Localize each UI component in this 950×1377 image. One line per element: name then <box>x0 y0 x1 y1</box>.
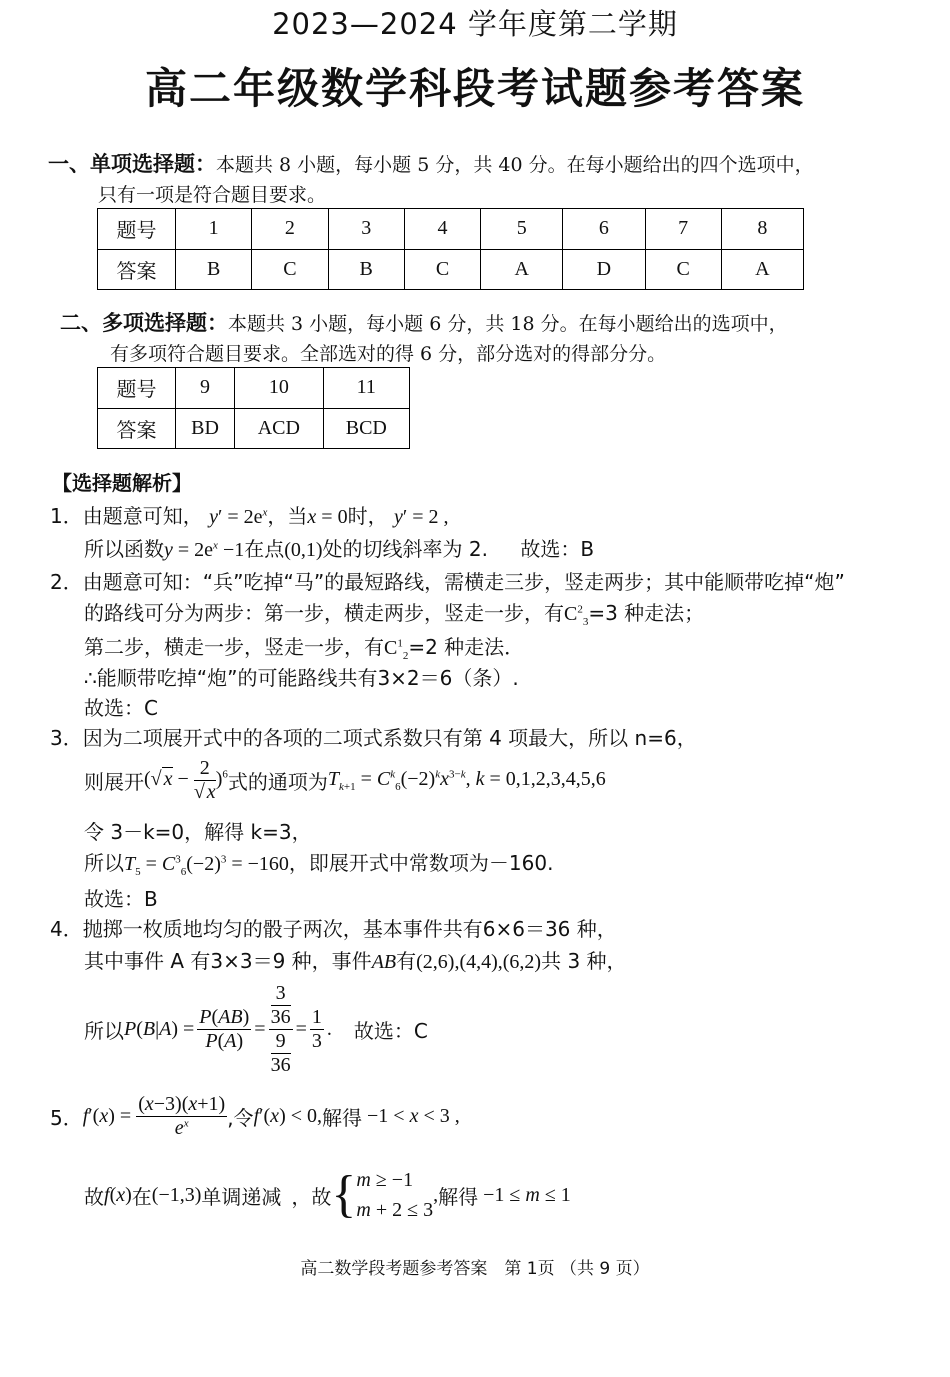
q5-text: 单调递减 <box>201 1184 282 1209</box>
q3-formula-general-term: $T_{k+1} = C^k_6(-2)^kx^{3-k}$, k = 0,1,2,3,4,5,6 <box>327 767 606 793</box>
q3-text: ，即展开式中常数项为－160. <box>288 851 554 875</box>
q5-text: 解得 <box>438 1184 479 1209</box>
q2-line5: 故选：C <box>84 696 158 720</box>
q5-text: ,令 <box>227 1105 254 1130</box>
q5-formula-derivative: f ′( x ) = $\frac{(x-3)(x+1)}{e^x}$ <box>82 1092 226 1139</box>
q3-formula-t5: $T_5 = C^3_6(-2)^3 = -160$ <box>124 853 289 878</box>
q4-formula-probability: P ( B | A ) = $\frac{P(AB)}{P(A)}$ = $\frac{\frac{3}{36}}{\frac{9}{36}}$ = $\frac{1}{3}$ . <box>124 981 332 1076</box>
section1-q-cell: 3 <box>328 209 404 250</box>
section1-a-cell: A <box>481 249 563 290</box>
q5-formula-condition: f′(x) < 0, <box>253 1104 323 1127</box>
q1-text: ，当 <box>267 504 308 528</box>
q2-text: 的路线可分为两步：第一步，横走两步，竖走一步，有 <box>84 601 564 625</box>
q5-text: 故 <box>84 1184 104 1209</box>
section2-heading: 二、多项选择题： <box>60 311 228 335</box>
q2-text: =2 种走法． <box>408 635 525 659</box>
section1-q-cell: 5 <box>481 209 563 250</box>
q4-number: 4． <box>50 917 83 941</box>
q3-text: 因为二项展开式中的各项的二项式系数只有第 4 项最大，所以 n=6， <box>82 726 697 750</box>
q3-text: 式的通项为 <box>227 769 328 794</box>
q2-text: 由题意可知：“兵”吃掉“马”的最短路线，需横走三步，竖走两步；其中能顺带吃掉“炮” <box>82 570 845 594</box>
q3-text: 则展开 <box>84 769 144 794</box>
section1-q-cell: 1 <box>176 209 252 250</box>
q3-line4 <box>84 847 553 878</box>
q4-text: 抛掷一枚质地均匀的骰子两次，基本事件共有6×6＝36 种， <box>82 917 617 941</box>
exam-title-line1: 2023—2024 学年度第二学期 <box>272 7 678 41</box>
q4-line3 <box>84 980 428 1078</box>
q5-formula-result: −1 ≤ m ≤ 1 <box>478 1183 571 1206</box>
section1-q-label: 题号 <box>98 209 176 250</box>
q1-answer: 故选：B <box>520 537 595 561</box>
section1-q-cell: 6 <box>563 209 645 250</box>
section2-desc-line2: 有多项符合题目要求。全部选对的得 6 分，部分选对的得部分分。 <box>110 343 667 365</box>
q4-answer: 故选：C <box>353 1018 428 1043</box>
section2-a-label: 答案 <box>98 408 176 449</box>
q5-line2 <box>84 1164 571 1226</box>
section1-a-cell: B <box>328 249 404 290</box>
q1-text: 所以函数 <box>84 537 164 561</box>
section2-a-cell: BCD <box>323 408 409 449</box>
q1-line2 <box>84 533 594 562</box>
q4-formula-pairs: (2,6),(4,4),(6,2) <box>416 951 542 973</box>
q1-text: 时， <box>347 504 388 528</box>
q5-formula-range: (−1,3) <box>151 1183 202 1206</box>
section1-q-cell: 8 <box>721 209 803 250</box>
q1-number: 1． <box>50 504 83 528</box>
q3-line1 <box>50 722 697 751</box>
section1-a-cell: A <box>721 249 803 290</box>
q4-text: 有 <box>396 949 417 973</box>
section1-a-cell: C <box>404 249 480 290</box>
q5-text: 在 <box>131 1184 152 1209</box>
q4-formula-ab: AB <box>371 951 397 973</box>
q1-formula-slope: y′ = 2 , <box>393 506 449 528</box>
q2-line2 <box>84 597 704 628</box>
section1-q-cell: 4 <box>404 209 480 250</box>
q2-text: 第二步，横走一步，竖走一步，有 <box>84 635 384 659</box>
exam-title-line2: 高二年级数学科段考试题参考答案 <box>144 64 805 113</box>
q3-line5: 故选：B <box>84 887 158 911</box>
q3-text: 所以 <box>84 851 124 875</box>
q1-text: 在点 <box>244 537 285 561</box>
section1-q-cell: 2 <box>252 209 328 250</box>
q1-text: 处的切线斜率为 2. <box>322 537 488 561</box>
page-footer: 高二数学段考题参考答案 第 1页 （共 9 页） <box>300 1259 650 1279</box>
section1-a-cell: D <box>563 249 645 290</box>
q5-formula-f: f(x) <box>104 1183 132 1206</box>
section1-desc-line1: 本题共 8 小题，每小题 5 分，共 40 分。在每小题给出的四个选项中， <box>216 154 814 176</box>
q5-formula-system: { m ≥ −1 m + 2 ≤ 3 , <box>331 1166 439 1223</box>
section2-answer-row <box>98 408 410 449</box>
section1-heading: 一、单项选择题： <box>48 152 216 176</box>
section1-question-row <box>98 209 804 250</box>
section1-answer-row <box>98 249 804 290</box>
section2-heading-line <box>60 307 788 337</box>
section1-a-cell: B <box>176 249 252 290</box>
section1-a-label: 答案 <box>98 249 176 290</box>
q5-text: 解得 <box>322 1105 363 1130</box>
q1-formula-point: (0,1) <box>284 539 323 561</box>
section1-a-cell: C <box>645 249 721 290</box>
q4-text: 其中事件 A 有3×3＝9 种，事件 <box>84 949 372 973</box>
q1-formula-function: $y = 2e^x -1$ <box>164 539 245 561</box>
section2-q-cell: 11 <box>323 368 409 409</box>
section2-q-cell: 9 <box>176 368 235 409</box>
section2-q-cell: 10 <box>235 368 324 409</box>
q2-formula-c21: $C^1_2$ <box>384 637 409 662</box>
q2-text: =3 种走法； <box>588 601 705 625</box>
q2-formula-c32: $C^2_3$ <box>564 603 589 628</box>
section2-question-row <box>98 368 410 409</box>
q5-formula-interval: −1 < x < 3 , <box>362 1104 460 1127</box>
q4-text: 共 3 种， <box>541 949 627 973</box>
q3-number: 3． <box>50 726 83 750</box>
section2-a-cell: ACD <box>235 408 324 449</box>
section2-answer-table <box>97 367 410 449</box>
q5-line1 <box>50 1088 460 1144</box>
q4-text: 所以 <box>84 1018 124 1043</box>
section2-a-cell: BD <box>176 408 235 449</box>
section1-desc-line2: 只有一项是符合题目要求。 <box>98 184 327 206</box>
section2-q-label: 题号 <box>98 368 176 409</box>
analysis-heading: 【选择题解析】 <box>52 471 192 495</box>
section1-heading-line <box>48 148 814 178</box>
q3-line3: 令 3－k=0，解得 k=3， <box>84 820 312 844</box>
q2-line4: ∴能顺带吃掉“炮”的可能路线共有3×2＝6（条）. <box>84 666 519 690</box>
q1-formula-derivative: $y' = 2e^x$ <box>209 506 268 528</box>
q3-formula-binomial: (√ x − $\frac{2}{√ x}$ )$^6$ <box>144 756 228 803</box>
q2-line3 <box>84 631 524 662</box>
q2-number: 2． <box>50 570 83 594</box>
q3-line2 <box>84 750 606 810</box>
section1-a-cell: C <box>252 249 328 290</box>
section1-answer-table <box>97 208 804 290</box>
q5-number: 5． <box>50 1105 83 1130</box>
q4-line2 <box>84 945 627 974</box>
q1-line1 <box>50 500 448 529</box>
q1-text: 由题意可知， <box>82 504 203 528</box>
q5-text: ，故 <box>291 1184 332 1209</box>
section2-desc-line1: 本题共 3 小题，每小题 6 分，共 18 分。在每小题给出的选项中， <box>228 313 788 335</box>
q1-formula-x0: x = 0 <box>307 506 348 528</box>
q2-line1 <box>50 566 845 595</box>
section1-q-cell: 7 <box>645 209 721 250</box>
q4-line1 <box>50 913 617 942</box>
